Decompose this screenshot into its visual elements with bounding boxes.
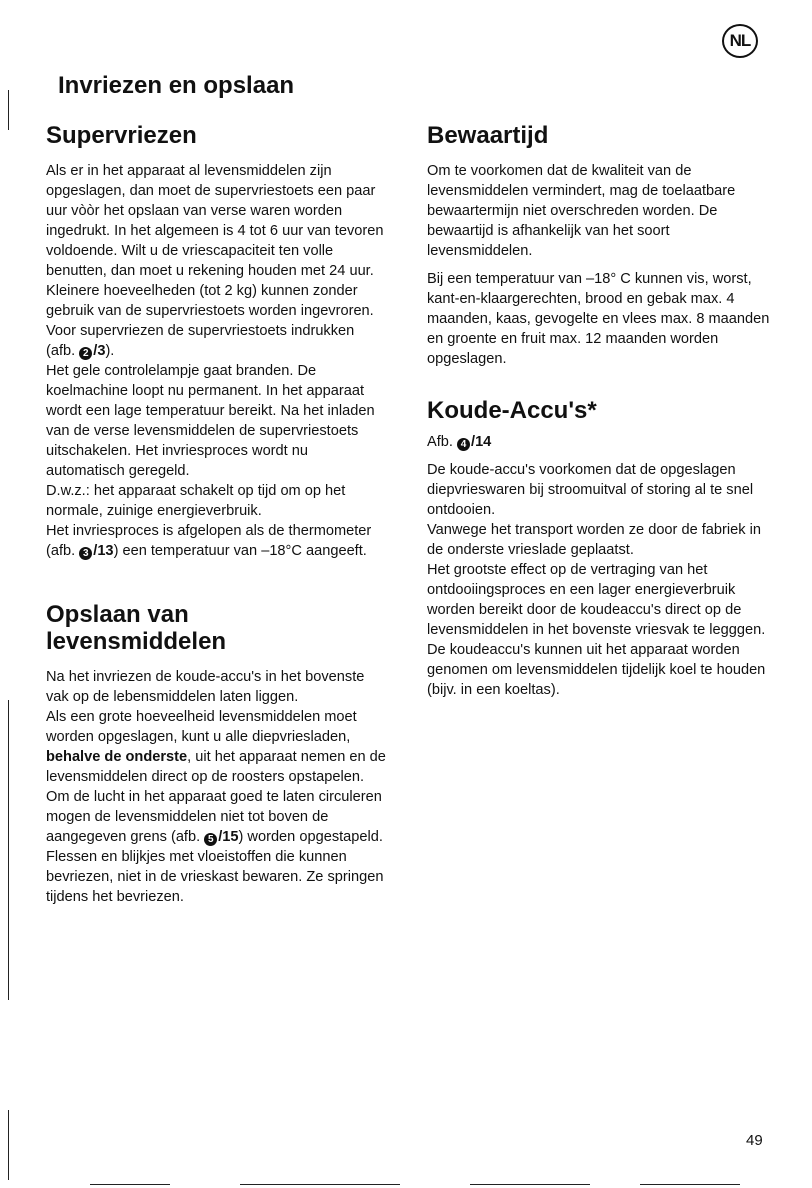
paragraph: Bij een temperatuur van –18° C kunnen vis, worst, kant-en-klaargerechten, brood en gebak max. 4 maanden, kaas, gevogelte en vlees max. 8 maanden en groente en fruit max. 12 maanden worden opgeslagen. [427, 271, 770, 367]
paragraph [46, 521, 386, 561]
paragraph: D.w.z.: het apparaat schakelt op tijd om op het normale, zuinige energieverbruik. [46, 483, 346, 519]
figure-number-badge: 3 [79, 547, 92, 560]
text: ) worden opgestapeld. [238, 829, 383, 845]
paragraph: Als er in het apparaat al levensmiddelen zijn opgeslagen, dan moet de supervriestoets een paar uur vòòr het opslaan van verse waren worden ingedrukt. In het algemeen is 4 tot 6 uur van tevoren voldoende. Wilt u de vriescapaciteit ten volle benutten, dan moet u rekening houden met 24 uur. Kleinere hoeveelheden (tot 2 kg) kunnen zonder gebruik van de supervriestoets worden ingevroren. [46, 163, 384, 319]
paragraph: De koude-accu's voorkomen dat de opgeslagen diepvrieswaren bij stroomuitval of storing al te snel ontdooien. [427, 462, 754, 518]
section-heading: Bewaartijd [427, 122, 549, 149]
heading-line: levensmiddelen [46, 628, 227, 655]
paragraph: Om te voorkomen dat de kwaliteit van de levensmiddelen vermindert, mag de toelaatbare bewaartermijn niet overschreden worden. De bewaartijd is afhankelijk van het soort levensmiddelen. [427, 163, 736, 259]
paragraph [46, 707, 386, 787]
language-badge: NL [722, 24, 758, 58]
paragraph: Het grootste effect op de vertraging van het ontdooiingsproces en een lager energieverbruik worden bereikt door de koudeaccu's direct op de levensmiddelen in het bovenste vriesvak te legggen. De koudeaccu's kunnen uit het apparaat worden genomen om levensmiddelen tijdelijk koel te houden (bijv. in een koeltas). [427, 562, 766, 698]
scan-border-line [8, 90, 9, 130]
paragraph [46, 787, 386, 847]
section-heading: Supervriezen [46, 122, 197, 149]
section-supervriezen [46, 122, 386, 561]
text: Afb. [427, 434, 458, 450]
figure-number-badge: 4 [457, 438, 470, 451]
heading-line: Opslaan van [46, 601, 189, 628]
figure-line [427, 432, 777, 452]
text: ) een temperatuur van –18°C aangeeft. [113, 543, 367, 559]
scan-border-line [8, 700, 9, 1000]
section-heading: Koude-Accu's* [427, 397, 597, 424]
section-bewaartijd [427, 122, 777, 369]
left-column [46, 122, 386, 907]
section-heading [46, 601, 386, 655]
figure-reference: /13 [93, 543, 114, 559]
scan-border-line [8, 1110, 9, 1180]
paragraph [46, 321, 386, 361]
paragraph: Na het invriezen de koude-accu's in het bovenste vak op de lebensmiddelen laten liggen. [46, 669, 365, 705]
paragraph: Vanwege het transport worden ze door de fabriek in de onderste vrieslade geplaatst. [427, 522, 761, 558]
scan-bottom-line [240, 1184, 400, 1185]
figure-reference: /15 [218, 829, 239, 845]
figure-reference: /3 [93, 343, 106, 359]
section-koude-accus [427, 397, 777, 700]
figure-reference: /14 [471, 434, 492, 450]
section-opslaan [46, 601, 386, 907]
page-number: 49 [746, 1132, 763, 1149]
text: Om de lucht in het apparaat goed te laten circuleren mogen de levensmiddelen niet tot boven de aangegeven grens (afb. [46, 789, 382, 845]
scan-bottom-line [90, 1184, 170, 1185]
emphasis: behalve de onderste [46, 749, 188, 765]
text: Als een grote hoeveelheid levensmiddelen moet worden opgeslagen, kunt u alle diepvriesladen, [46, 709, 357, 745]
paragraph: Flessen en blijkjes met vloeistoffen die kunnen bevriezen, niet in de vrieskast bewaren. Ze springen tijdens het bevriezen. [46, 849, 384, 905]
figure-number-badge: 5 [204, 833, 217, 846]
text: Voor supervriezen de supervriestoets indrukken (afb. [46, 323, 355, 359]
text: ). [105, 343, 115, 359]
text: Het invriesproces is afgelopen als de thermometer (afb. [46, 523, 372, 559]
paragraph: Het gele controlelampje gaat branden. De koelmachine loopt nu permanent. In het apparaat wordt een lage temperatuur bereikt. Na het inladen van de verse levensmiddelen de supervriestoets uitschakelen. Het invriesproces wordt nu automatisch geregeld. [46, 363, 375, 479]
scan-bottom-line [470, 1184, 590, 1185]
right-column [427, 122, 777, 700]
text: , uit het apparaat nemen en de levensmiddelen direct op de roosters opstapelen. [46, 749, 386, 785]
page-title: Invriezen en opslaan [58, 72, 295, 99]
figure-number-badge: 2 [79, 347, 92, 360]
scan-bottom-line [640, 1184, 740, 1185]
